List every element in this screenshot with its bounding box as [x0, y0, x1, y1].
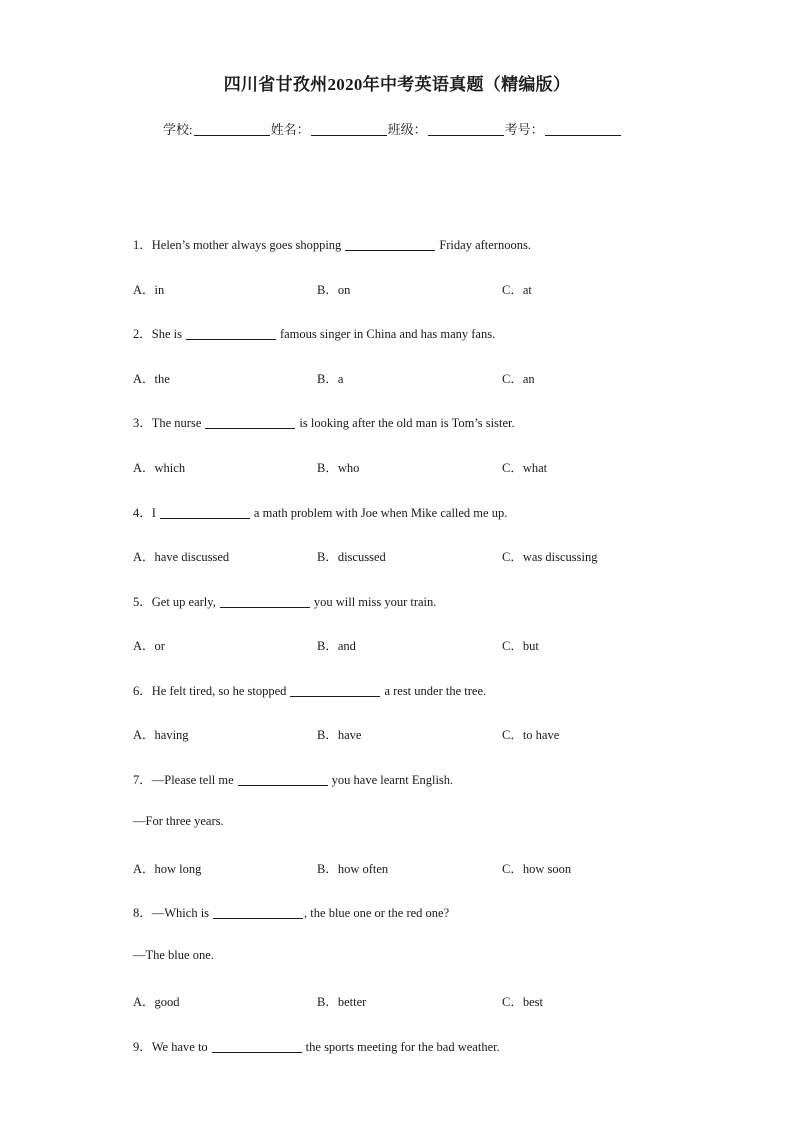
question-text: you will miss your train.	[313, 595, 437, 609]
option-a: A．in	[133, 283, 165, 297]
option-c: C．at	[502, 283, 532, 297]
option-b: B．on	[317, 283, 351, 297]
option-c: C．best	[502, 995, 543, 1009]
question-text: you have learnt English.	[331, 773, 454, 787]
question-text: 2．She is	[133, 327, 182, 341]
school-blank[interactable]	[194, 122, 270, 136]
option-c: C．an	[502, 372, 535, 386]
option-c: C．what	[502, 461, 548, 475]
question-9	[133, 1037, 500, 1055]
question-text: 3．The nurse	[133, 416, 202, 430]
option-a: A．good	[133, 995, 180, 1009]
question-8	[133, 903, 449, 921]
exam-number-label: 考号：	[504, 122, 544, 137]
question-text: 4．I	[133, 506, 156, 520]
option-c: C．but	[502, 639, 539, 653]
answer-blank[interactable]	[160, 506, 250, 519]
question-text: 6．He felt tired, so he stopped	[133, 684, 287, 698]
question-text: , the blue one or the red one?	[304, 906, 450, 920]
option-c: C．was discussing	[502, 550, 598, 564]
answer-blank[interactable]	[290, 684, 380, 697]
question-text: 1．Helen’s mother always goes shopping	[133, 238, 342, 252]
question-5	[133, 592, 436, 610]
option-b: B．better	[317, 995, 367, 1009]
option-b: B．discussed	[317, 550, 386, 564]
question-6	[133, 681, 486, 699]
question-2	[133, 324, 495, 342]
school-label: 学校:	[163, 122, 193, 137]
question-1	[133, 235, 531, 253]
question-text: the sports meeting for the bad weather.	[305, 1040, 500, 1054]
question-text: famous singer in China and has many fans.	[279, 327, 496, 341]
answer-blank[interactable]	[213, 906, 303, 919]
question-4	[133, 503, 507, 521]
document-title: 四川省甘孜州2020年中考英语真题（精编版）	[223, 75, 571, 94]
option-a: A．the	[133, 372, 170, 386]
question-text: is looking after the old man is Tom’s sister.	[299, 416, 515, 430]
answer-blank[interactable]	[238, 773, 328, 786]
question-text: 8．—Which is	[133, 906, 210, 920]
option-b: B．who	[317, 461, 360, 475]
class-blank[interactable]	[428, 122, 504, 136]
option-b: B．how often	[317, 862, 389, 876]
name-blank[interactable]	[311, 122, 387, 136]
option-a: A．having	[133, 728, 189, 742]
answer-blank[interactable]	[205, 416, 295, 429]
question-text: Friday afternoons.	[439, 238, 531, 252]
answer-blank[interactable]	[345, 238, 435, 251]
student-info-line	[163, 119, 622, 138]
question-text: 9．We have to	[133, 1040, 208, 1054]
exam-number-blank[interactable]	[545, 122, 621, 136]
question-text: a math problem with Joe when Mike called me up.	[253, 506, 508, 520]
question-text: 7．—Please tell me	[133, 773, 234, 787]
option-c: C．to have	[502, 728, 560, 742]
dialogue-reply: —The blue one.	[133, 948, 214, 962]
name-label: 姓名：	[270, 122, 310, 137]
option-b: B．have	[317, 728, 362, 742]
option-b: B．and	[317, 639, 356, 653]
answer-blank[interactable]	[220, 595, 310, 608]
question-text: a rest under the tree.	[384, 684, 487, 698]
option-a: A．how long	[133, 862, 202, 876]
answer-blank[interactable]	[186, 327, 276, 340]
question-3	[133, 413, 515, 431]
class-label: 班级：	[387, 122, 427, 137]
option-a: A．or	[133, 639, 165, 653]
answer-blank[interactable]	[212, 1040, 302, 1053]
option-a: A．which	[133, 461, 186, 475]
question-7	[133, 770, 453, 788]
option-c: C．how soon	[502, 862, 572, 876]
option-a: A．have discussed	[133, 550, 230, 564]
question-text: 5．Get up early,	[133, 595, 216, 609]
dialogue-reply: —For three years.	[133, 814, 224, 828]
option-b: B．a	[317, 372, 344, 386]
